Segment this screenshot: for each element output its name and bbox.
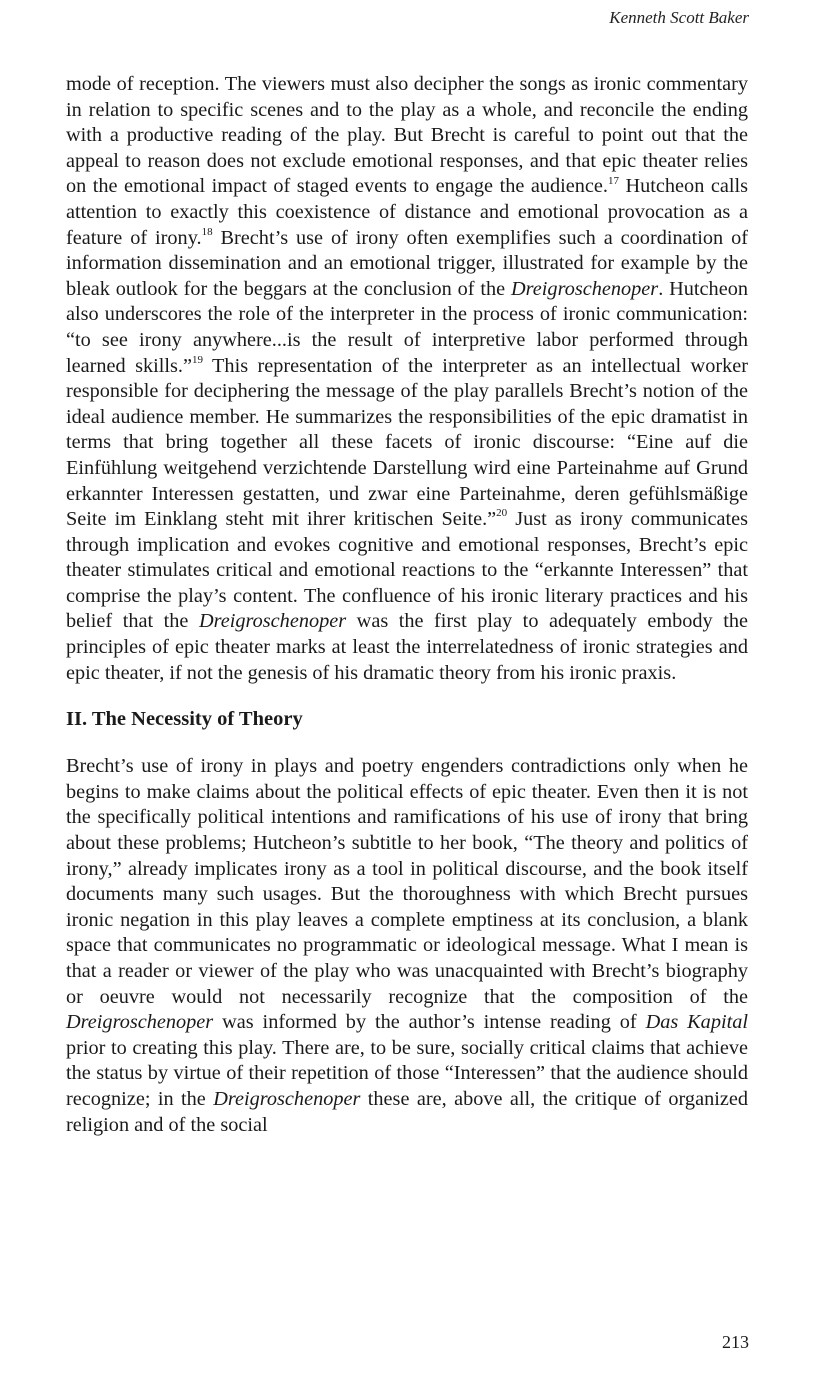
page-body [66,72,748,1138]
page-number: 213 [722,1332,749,1352]
text-run: Hutcheon calls attention to exactly this coexistence of distance and emotional provocation as a feature of irony. [66,175,748,249]
footnote-ref-19: 19 [192,353,203,366]
footnote-ref-17: 17 [607,174,619,187]
work-title: Dreigroschenoper [66,1011,214,1034]
paragraph-continued [66,72,748,686]
text-run: . Hutcheon also underscores the role of the interpreter in the process of ironic communication: “to see irony anywhere...is the result of interpretive labor performed through learned skills.” [66,277,748,377]
paragraph [66,754,748,1138]
work-title: Dreigroschenoper [511,277,659,300]
text-run: was the first play to adequately embody the principles of epic theater marks at least the interrelatedness of ironic strategies and epic theater, if not the genesis of his dramatic theory from his ironic praxis. [66,610,748,684]
running-head: Kenneth Scott Baker [609,8,749,27]
text-run: prior to creating this play. There are, to be sure, socially critical claims that achieve the status by virtue of their repetition of those “Interessen” that the audience should recognize; in the [66,1036,748,1110]
footnote-ref-18: 18 [201,225,213,238]
text-run: Brecht’s use of irony in plays and poetry engenders contradictions only when he begins to make claims about the political effects of epic theater. Even then it is not the specifically political intentions and ramifications of his use of irony that bring about these problems; Hutcheon’s subtitle to her book, “The theory and politics of irony,” already implicates irony as a tool in political discourse, and the book itself documents many such usages. But the thoroughness with which Brecht pursues ironic negation in this play leaves a complete emptiness at its conclusion, a blank space that communicates no programmatic or ideological message. What I mean is that a reader or viewer of the play who was unacquainted with Brecht’s biography or oeuvre would not necessarily recognize that the composition of the [66,755,748,1008]
text-run: Just as irony communicates through implication and evokes cognitive and emotional responses, Brecht’s epic theater stimulates critical and emotional reactions to the “erkannte Interessen” that comprise the play’s content. The confluence of his ironic literary practices and his belief that the [66,508,748,633]
work-title: Dreigroschenoper [198,610,347,633]
text-run: Brecht’s use of irony often exemplifies such a coordination of information dissemination and an emotional trigger, illustrated for example by the bleak outlook for the beggars at the conclusion of the [66,226,748,300]
text-run: mode of reception. The viewers must also decipher the songs as ironic commentary in relation to specific scenes and to the play as a whole, and reconcile the ending with a productive reading of the play. But Brecht is careful to point out that the appeal to reason does not exclude emotional responses, and that epic theater relies on the emotional impact of staged events to engage the audience. [66,73,748,198]
text-run: was informed by the author’s intense reading of [213,1011,646,1034]
work-title: Dreigroschenoper [213,1087,361,1110]
footnote-ref-20: 20 [496,507,508,520]
section-heading: II. The Necessity of Theory [66,708,303,731]
text-run: these are, above all, the critique of organized religion and of the social [66,1087,748,1136]
text-run: This representation of the interpreter as an intellectual worker responsible for deciphering the message of the play parallels Brecht’s notion of the ideal audience member. He summarizes the responsibilities of the epic dramatist in terms that bring together all these facets of ironic discourse: “Eine auf die Einfühlung weitgehend verzichtende Darstellung wird eine Parteinahme auf Grund erkannter Interessen gestatten, und zwar eine Parteinahme, deren gefühlsmäßige Seite im Einklang steht mit ihrer kritischen Seite.” [66,354,748,531]
work-title: Das Kapital [645,1011,749,1034]
